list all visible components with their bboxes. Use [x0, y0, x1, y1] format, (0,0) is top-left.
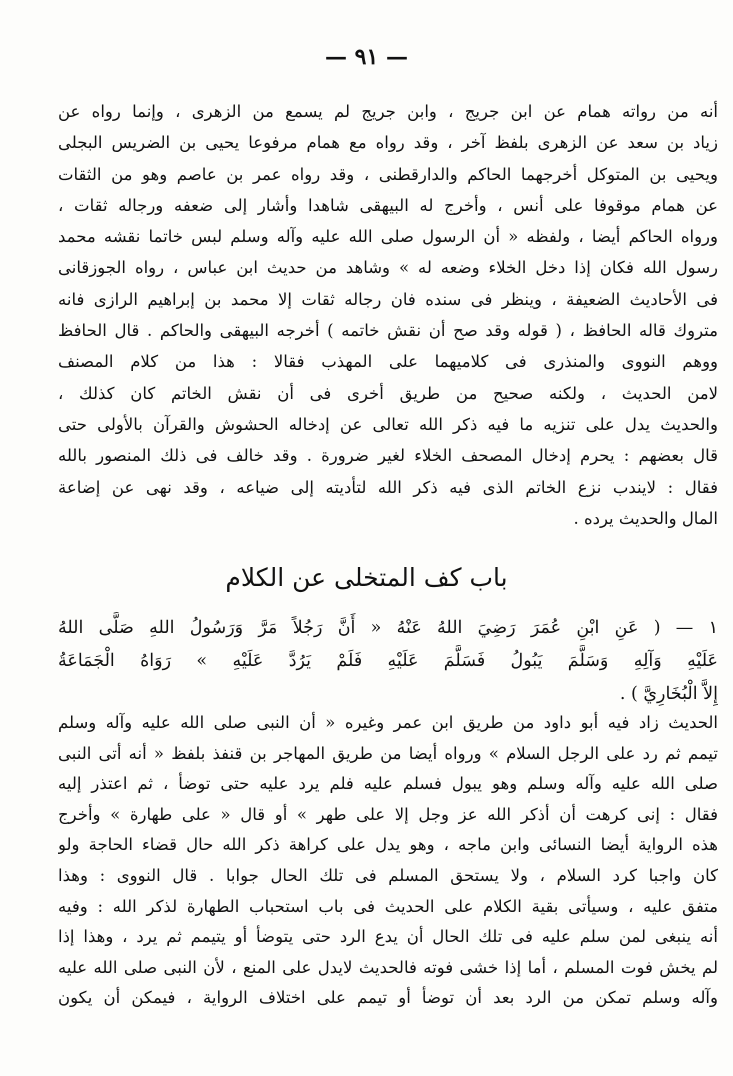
- hadith-line: عَلَيْهِ وَآلِهِ وَسَلَّمَ يَبُولُ فَسَلَّمَ عَلَيْهِ فَلَمْ يَرُدَّ عَلَيْهِ » رَوَاهُ الْجَمَاعَةُ: [58, 651, 718, 671]
- text-line: أنه ينبغى لمن سلم عليه فى تلك الحال أن يدع الرد حتى يتوضأ أو يتيمم ثم يرد ، وهذا إذا: [58, 927, 718, 947]
- text-line: وآله وسلم تمكن من الرد بعد أن توضأ أو تيمم على اختلاف الرواية ، فيمكن أن يكون: [58, 988, 718, 1008]
- text-line: رسول الله فكان إذا دخل الخلاء وضعه له » وشاهد من حديث ابن عباس ، رواه الجوزقانى: [58, 258, 718, 278]
- chapter-title: باب كف المتخلى عن الكلام: [225, 563, 508, 592]
- text-line: تيمم ثم رد على الرجل السلام » ورواه أيضا من طريق المهاجر بن قنفذ بلفظ « أنه أتى النبى: [58, 743, 718, 763]
- text-line: ووهم النووى والمنذرى فى كلاميهما على المهذب فقالا : هذا من كلام المصنف: [58, 352, 718, 372]
- text-line: لم يخش فوت المسلم ، أما إذا خشى فوته فالحديث لايدل على المنع ، لأن النبى صلى الله عليه: [58, 957, 718, 977]
- text-line: لامن الحديث ، ولكنه صحيح من طريق أخرى فى أن نقش الخاتم كان كذلك ،: [58, 383, 718, 403]
- text-line: والحديث يدل على تنزيه ما فيه ذكر الله تعالى عن إدخاله الحشوش والقرآن بالأولى حتى: [58, 414, 718, 434]
- hadith-line: إِلاَّ الْبُخَارِيَّ ) .: [619, 684, 718, 704]
- text-line: كان واجبا كرد السلام ، ولا يستحق المسلم فى تلك الحال جوابا . قال النووى : وهذا: [58, 865, 718, 885]
- hadith-text: [58, 612, 718, 711]
- text-line: الحديث زاد فيه أبو داود من طريق ابن عمر وغيره « أن النبى صلى الله عليه وآله وسلم: [58, 713, 718, 732]
- text-line: ورواه الحاكم أيضا ، ولفظه « أن الرسول صلى الله عليه وآله وسلم لبس خاتما نقشه محمد: [58, 227, 718, 247]
- text-line: ويحيى بن المتوكل أخرجهما الحاكم والدارقطنى ، وقد رواه عمر بن عاصم وهو من الثقات: [58, 164, 718, 184]
- text-line: قال بعضهم : يحرم إدخال المصحف الخلاء لغير ضرورة . وقد خالف فى ذلك المنصور بالله: [58, 446, 718, 466]
- text-line: صلى الله عليه وآله وسلم وهو يبول فسلم عليه فلم يرد عليه حتى توضأ ، ثم اعتذر إليه: [58, 774, 718, 794]
- text-line: متفق عليه ، وسيأتى بقية الكلام على الحديث فى باب استحباب الطهارة لذكر الله : وفيه: [58, 896, 718, 916]
- page-number: — ٩١ —: [325, 44, 408, 70]
- text-line: هذه الرواية أيضا النسائى وابن ماجه ، وهو يدل على كراهة ذكر الله حال قضاء الحاجة ولو: [58, 835, 718, 855]
- text-line: فى الأحاديث الضعيفة ، وينظر فى سنده فان رجاله ثقات إلا محمد بن إبراهيم الرازى فانه: [58, 289, 718, 309]
- commentary-top: [58, 96, 718, 534]
- hadith-line: ١ — ( عَنِ ابْنِ عُمَرَ رَضِيَ اللهُ عَنْهُ « أَنَّ رَجُلاً مَرَّ وَرَسُولُ اللهِ صَلَّى اللهُ: [58, 618, 718, 638]
- text-line: زياد بن سعد عن الزهرى بلفظ آخر ، وقد رواه مع همام مرفوعا يحيى بن الضريس البجلى: [58, 133, 718, 153]
- text-line: أنه من رواته همام عن ابن جريج ، وابن جريج لم يسمع من الزهرى ، وإنما رواه عن: [58, 102, 718, 121]
- text-line: عن همام موقوفا على أنس ، وأخرج له البيهقى شاهدا وأشار إلى ضعفه ورجاله ثقات ،: [58, 195, 718, 215]
- text-line: متروك قاله الحافظ ، ( قوله وقد صح أن نقش خاتمه ) أخرجه البيهقى والحاكم . قال الحافظ: [58, 321, 718, 341]
- text-line: فقال : إنى كرهت أن أذكر الله عز وجل إلا على طهر » أو قال « على طهارة » وأخرج: [58, 804, 718, 824]
- text-line: فقال : لايندب نزع الخاتم الذى فيه ذكر الله لتأديته إلى ضياعه ، وقد نهى عن إضاعة: [58, 477, 718, 497]
- commentary-bottom: [58, 708, 718, 1014]
- text-line: المال والحديث يرده .: [573, 508, 718, 528]
